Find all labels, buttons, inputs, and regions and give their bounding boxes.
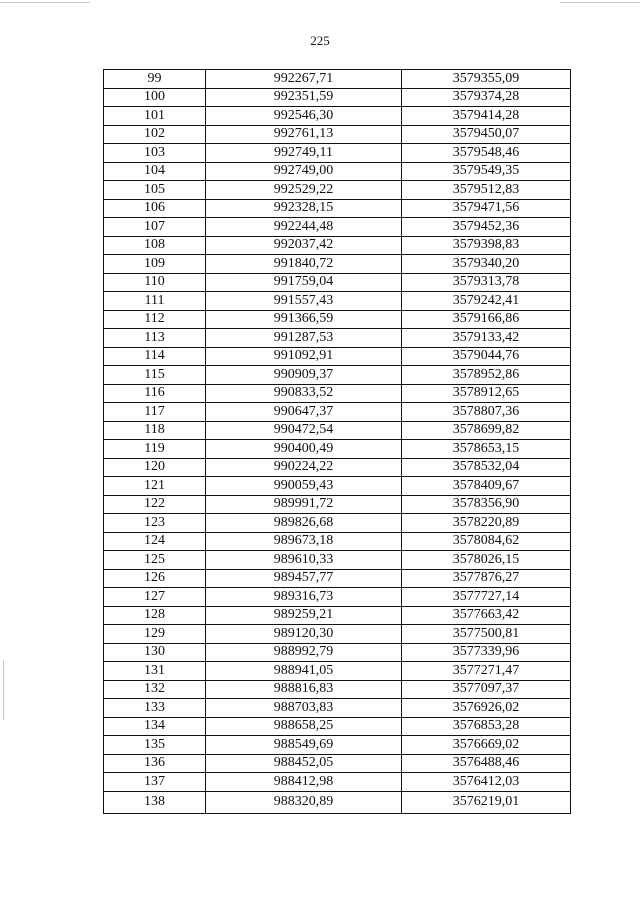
y-coordinate-cell: 3576853,28 xyxy=(402,717,571,736)
coordinates-table xyxy=(103,69,571,814)
x-coordinate-cell: 989673,18 xyxy=(206,532,402,551)
x-coordinate-cell: 990909,37 xyxy=(206,366,402,385)
x-coordinate-cell: 989316,73 xyxy=(206,588,402,607)
point-number-cell: 132 xyxy=(104,680,206,699)
x-coordinate-cell: 992529,22 xyxy=(206,181,402,200)
y-coordinate-cell: 3579450,07 xyxy=(402,125,571,144)
point-number-cell: 131 xyxy=(104,662,206,681)
x-coordinate-cell: 988816,83 xyxy=(206,680,402,699)
x-coordinate-cell: 988320,89 xyxy=(206,791,402,813)
y-coordinate-cell: 3576412,03 xyxy=(402,773,571,792)
y-coordinate-cell: 3576488,46 xyxy=(402,754,571,773)
table-row xyxy=(104,384,571,403)
x-coordinate-cell: 991557,43 xyxy=(206,292,402,311)
table-row xyxy=(104,551,571,570)
y-coordinate-cell: 3577727,14 xyxy=(402,588,571,607)
x-coordinate-cell: 989826,68 xyxy=(206,514,402,533)
x-coordinate-cell: 988941,05 xyxy=(206,662,402,681)
table-row xyxy=(104,181,571,200)
point-number-cell: 115 xyxy=(104,366,206,385)
point-number-cell: 101 xyxy=(104,107,206,126)
x-coordinate-cell: 992749,00 xyxy=(206,162,402,181)
y-coordinate-cell: 3578807,36 xyxy=(402,403,571,422)
point-number-cell: 124 xyxy=(104,532,206,551)
x-coordinate-cell: 989120,30 xyxy=(206,625,402,644)
table-row xyxy=(104,218,571,237)
x-coordinate-cell: 988412,98 xyxy=(206,773,402,792)
point-number-cell: 113 xyxy=(104,329,206,348)
point-number-cell: 107 xyxy=(104,218,206,237)
y-coordinate-cell: 3576926,02 xyxy=(402,699,571,718)
point-number-cell: 135 xyxy=(104,736,206,755)
table-row xyxy=(104,421,571,440)
table-row xyxy=(104,458,571,477)
y-coordinate-cell: 3578084,62 xyxy=(402,532,571,551)
y-coordinate-cell: 3577339,96 xyxy=(402,643,571,662)
table-row xyxy=(104,366,571,385)
table-row xyxy=(104,255,571,274)
scan-mark-top-left xyxy=(0,2,90,3)
point-number-cell: 127 xyxy=(104,588,206,607)
point-number-cell: 119 xyxy=(104,440,206,459)
point-number-cell: 125 xyxy=(104,551,206,570)
page-number: 225 xyxy=(310,33,330,48)
coordinates-table-body xyxy=(104,70,571,814)
table-row xyxy=(104,144,571,163)
table-row xyxy=(104,107,571,126)
x-coordinate-cell: 990400,49 xyxy=(206,440,402,459)
y-coordinate-cell: 3579166,86 xyxy=(402,310,571,329)
point-number-cell: 109 xyxy=(104,255,206,274)
y-coordinate-cell: 3578653,15 xyxy=(402,440,571,459)
point-number-cell: 106 xyxy=(104,199,206,218)
table-row xyxy=(104,606,571,625)
table-row xyxy=(104,699,571,718)
table-row xyxy=(104,125,571,144)
table-row xyxy=(104,625,571,644)
point-number-cell: 138 xyxy=(104,791,206,813)
point-number-cell: 118 xyxy=(104,421,206,440)
point-number-cell: 116 xyxy=(104,384,206,403)
y-coordinate-cell: 3578409,67 xyxy=(402,477,571,496)
table-row xyxy=(104,310,571,329)
y-coordinate-cell: 3579414,28 xyxy=(402,107,571,126)
point-number-cell: 128 xyxy=(104,606,206,625)
y-coordinate-cell: 3579313,78 xyxy=(402,273,571,292)
table-row xyxy=(104,162,571,181)
table-row xyxy=(104,588,571,607)
x-coordinate-cell: 991759,04 xyxy=(206,273,402,292)
point-number-cell: 123 xyxy=(104,514,206,533)
x-coordinate-cell: 990833,52 xyxy=(206,384,402,403)
table-row xyxy=(104,329,571,348)
table-row xyxy=(104,292,571,311)
y-coordinate-cell: 3579398,83 xyxy=(402,236,571,255)
point-number-cell: 133 xyxy=(104,699,206,718)
x-coordinate-cell: 992546,30 xyxy=(206,107,402,126)
table-row xyxy=(104,514,571,533)
table-row xyxy=(104,680,571,699)
y-coordinate-cell: 3577876,27 xyxy=(402,569,571,588)
x-coordinate-cell: 992037,42 xyxy=(206,236,402,255)
point-number-cell: 103 xyxy=(104,144,206,163)
table-row xyxy=(104,273,571,292)
table-row xyxy=(104,736,571,755)
point-number-cell: 117 xyxy=(104,403,206,422)
y-coordinate-cell: 3579133,42 xyxy=(402,329,571,348)
x-coordinate-cell: 990472,54 xyxy=(206,421,402,440)
x-coordinate-cell: 992749,11 xyxy=(206,144,402,163)
y-coordinate-cell: 3579242,41 xyxy=(402,292,571,311)
table-row xyxy=(104,199,571,218)
table-row xyxy=(104,662,571,681)
y-coordinate-cell: 3579340,20 xyxy=(402,255,571,274)
y-coordinate-cell: 3579471,56 xyxy=(402,199,571,218)
table-row xyxy=(104,88,571,107)
x-coordinate-cell: 991092,91 xyxy=(206,347,402,366)
y-coordinate-cell: 3577271,47 xyxy=(402,662,571,681)
y-coordinate-cell: 3579548,46 xyxy=(402,144,571,163)
table-row xyxy=(104,643,571,662)
table-row xyxy=(104,440,571,459)
y-coordinate-cell: 3577097,37 xyxy=(402,680,571,699)
point-number-cell: 120 xyxy=(104,458,206,477)
table-row xyxy=(104,532,571,551)
y-coordinate-cell: 3577500,81 xyxy=(402,625,571,644)
point-number-cell: 137 xyxy=(104,773,206,792)
y-coordinate-cell: 3579512,83 xyxy=(402,181,571,200)
y-coordinate-cell: 3576219,01 xyxy=(402,791,571,813)
x-coordinate-cell: 989259,21 xyxy=(206,606,402,625)
point-number-cell: 122 xyxy=(104,495,206,514)
scan-mark-left-edge xyxy=(3,660,4,720)
y-coordinate-cell: 3579044,76 xyxy=(402,347,571,366)
table-row xyxy=(104,477,571,496)
y-coordinate-cell: 3578026,15 xyxy=(402,551,571,570)
x-coordinate-cell: 990224,22 xyxy=(206,458,402,477)
x-coordinate-cell: 992761,13 xyxy=(206,125,402,144)
y-coordinate-cell: 3579452,36 xyxy=(402,218,571,237)
point-number-cell: 129 xyxy=(104,625,206,644)
point-number-cell: 108 xyxy=(104,236,206,255)
x-coordinate-cell: 988452,05 xyxy=(206,754,402,773)
y-coordinate-cell: 3578220,89 xyxy=(402,514,571,533)
point-number-cell: 126 xyxy=(104,569,206,588)
table-row xyxy=(104,754,571,773)
point-number-cell: 111 xyxy=(104,292,206,311)
table-row xyxy=(104,773,571,792)
point-number-cell: 105 xyxy=(104,181,206,200)
table-row xyxy=(104,347,571,366)
x-coordinate-cell: 989457,77 xyxy=(206,569,402,588)
table-row xyxy=(104,403,571,422)
point-number-cell: 112 xyxy=(104,310,206,329)
x-coordinate-cell: 989610,33 xyxy=(206,551,402,570)
x-coordinate-cell: 992244,48 xyxy=(206,218,402,237)
point-number-cell: 134 xyxy=(104,717,206,736)
x-coordinate-cell: 991287,53 xyxy=(206,329,402,348)
table-row xyxy=(104,236,571,255)
x-coordinate-cell: 990647,37 xyxy=(206,403,402,422)
table-row xyxy=(104,791,571,813)
x-coordinate-cell: 989991,72 xyxy=(206,495,402,514)
y-coordinate-cell: 3578356,90 xyxy=(402,495,571,514)
point-number-cell: 130 xyxy=(104,643,206,662)
x-coordinate-cell: 991366,59 xyxy=(206,310,402,329)
y-coordinate-cell: 3578952,86 xyxy=(402,366,571,385)
y-coordinate-cell: 3578532,04 xyxy=(402,458,571,477)
scan-mark-top-right xyxy=(560,2,640,3)
table-row xyxy=(104,717,571,736)
x-coordinate-cell: 992267,71 xyxy=(206,70,402,89)
point-number-cell: 99 xyxy=(104,70,206,89)
table-row xyxy=(104,495,571,514)
y-coordinate-cell: 3579549,35 xyxy=(402,162,571,181)
x-coordinate-cell: 988658,25 xyxy=(206,717,402,736)
point-number-cell: 102 xyxy=(104,125,206,144)
y-coordinate-cell: 3578699,82 xyxy=(402,421,571,440)
x-coordinate-cell: 991840,72 xyxy=(206,255,402,274)
point-number-cell: 114 xyxy=(104,347,206,366)
x-coordinate-cell: 990059,43 xyxy=(206,477,402,496)
point-number-cell: 136 xyxy=(104,754,206,773)
point-number-cell: 104 xyxy=(104,162,206,181)
y-coordinate-cell: 3577663,42 xyxy=(402,606,571,625)
y-coordinate-cell: 3578912,65 xyxy=(402,384,571,403)
x-coordinate-cell: 988703,83 xyxy=(206,699,402,718)
x-coordinate-cell: 988992,79 xyxy=(206,643,402,662)
y-coordinate-cell: 3576669,02 xyxy=(402,736,571,755)
table-row xyxy=(104,569,571,588)
y-coordinate-cell: 3579374,28 xyxy=(402,88,571,107)
point-number-cell: 100 xyxy=(104,88,206,107)
x-coordinate-cell: 992328,15 xyxy=(206,199,402,218)
point-number-cell: 110 xyxy=(104,273,206,292)
x-coordinate-cell: 992351,59 xyxy=(206,88,402,107)
x-coordinate-cell: 988549,69 xyxy=(206,736,402,755)
y-coordinate-cell: 3579355,09 xyxy=(402,70,571,89)
table-row xyxy=(104,70,571,89)
point-number-cell: 121 xyxy=(104,477,206,496)
